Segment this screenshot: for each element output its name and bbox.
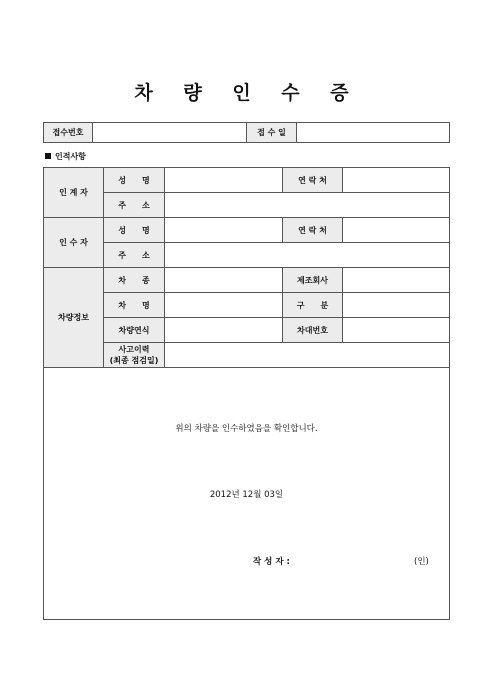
transferee-address-field[interactable]: [165, 243, 450, 268]
vehicle-accident-field[interactable]: [165, 343, 450, 368]
vehicle-type-field[interactable]: [165, 268, 283, 293]
transferee-contact-label: 연 락 처: [283, 218, 343, 243]
section-title: 인적사항: [55, 152, 86, 161]
reception-date-label: 접 수 일: [247, 123, 297, 143]
document-title: 차 량 인 수 증: [134, 82, 361, 104]
transferor-contact-label: 연 락 처: [283, 168, 343, 193]
vehicle-vin-field[interactable]: [343, 318, 450, 343]
transferee-name-label: 성 명: [104, 218, 165, 243]
author-label: 작 성 자 :: [253, 557, 290, 567]
vehicle-type-label: 차 종: [104, 268, 165, 293]
vehicle-maker-label: 제조회사: [283, 268, 343, 293]
reception-number-field[interactable]: [93, 123, 247, 143]
transferee-name-field[interactable]: [165, 218, 283, 243]
transferor-address-field[interactable]: [165, 193, 450, 218]
vehicle-accident-label: [104, 343, 165, 368]
confirmation-text: 위의 차량을 인수하였음을 확인합니다.: [175, 424, 318, 434]
transferor-group-label: 인 계 자: [44, 168, 104, 218]
transferor-address-label: 주 소: [104, 193, 165, 218]
vehicle-name-label: 차 명: [104, 293, 165, 318]
issue-date: 2012년 12월 03일: [209, 490, 284, 500]
confirmation-area: [44, 368, 450, 620]
vehicle-accident-label-line1: 사고이력: [118, 345, 150, 354]
transferee-address-label: 주 소: [104, 243, 165, 268]
square-bullet-icon: [45, 153, 51, 159]
vehicle-year-label: 차량연식: [104, 318, 165, 343]
info-table: [43, 167, 450, 620]
transferee-group-label: 인 수 자: [44, 218, 104, 268]
transferor-name-label: 성 명: [104, 168, 165, 193]
vehicle-class-field[interactable]: [343, 293, 450, 318]
vehicle-name-field[interactable]: [165, 293, 283, 318]
section-heading: [45, 151, 86, 162]
transferor-name-field[interactable]: [165, 168, 283, 193]
seal-mark: (인): [414, 557, 429, 567]
reception-number-label: 접수번호: [44, 123, 93, 143]
vehicle-vin-label: 차대번호: [283, 318, 343, 343]
vehicle-maker-field[interactable]: [343, 268, 450, 293]
vehicle-accident-label-line2: (최종 점검일): [109, 356, 159, 365]
reception-date-field[interactable]: [297, 123, 450, 143]
transferee-contact-field[interactable]: [343, 218, 450, 243]
vehicle-year-field[interactable]: [165, 318, 283, 343]
transferor-contact-field[interactable]: [343, 168, 450, 193]
vehicle-group-label: 차량정보: [44, 268, 104, 368]
vehicle-class-label: 구 분: [283, 293, 343, 318]
reception-table: [43, 122, 450, 143]
